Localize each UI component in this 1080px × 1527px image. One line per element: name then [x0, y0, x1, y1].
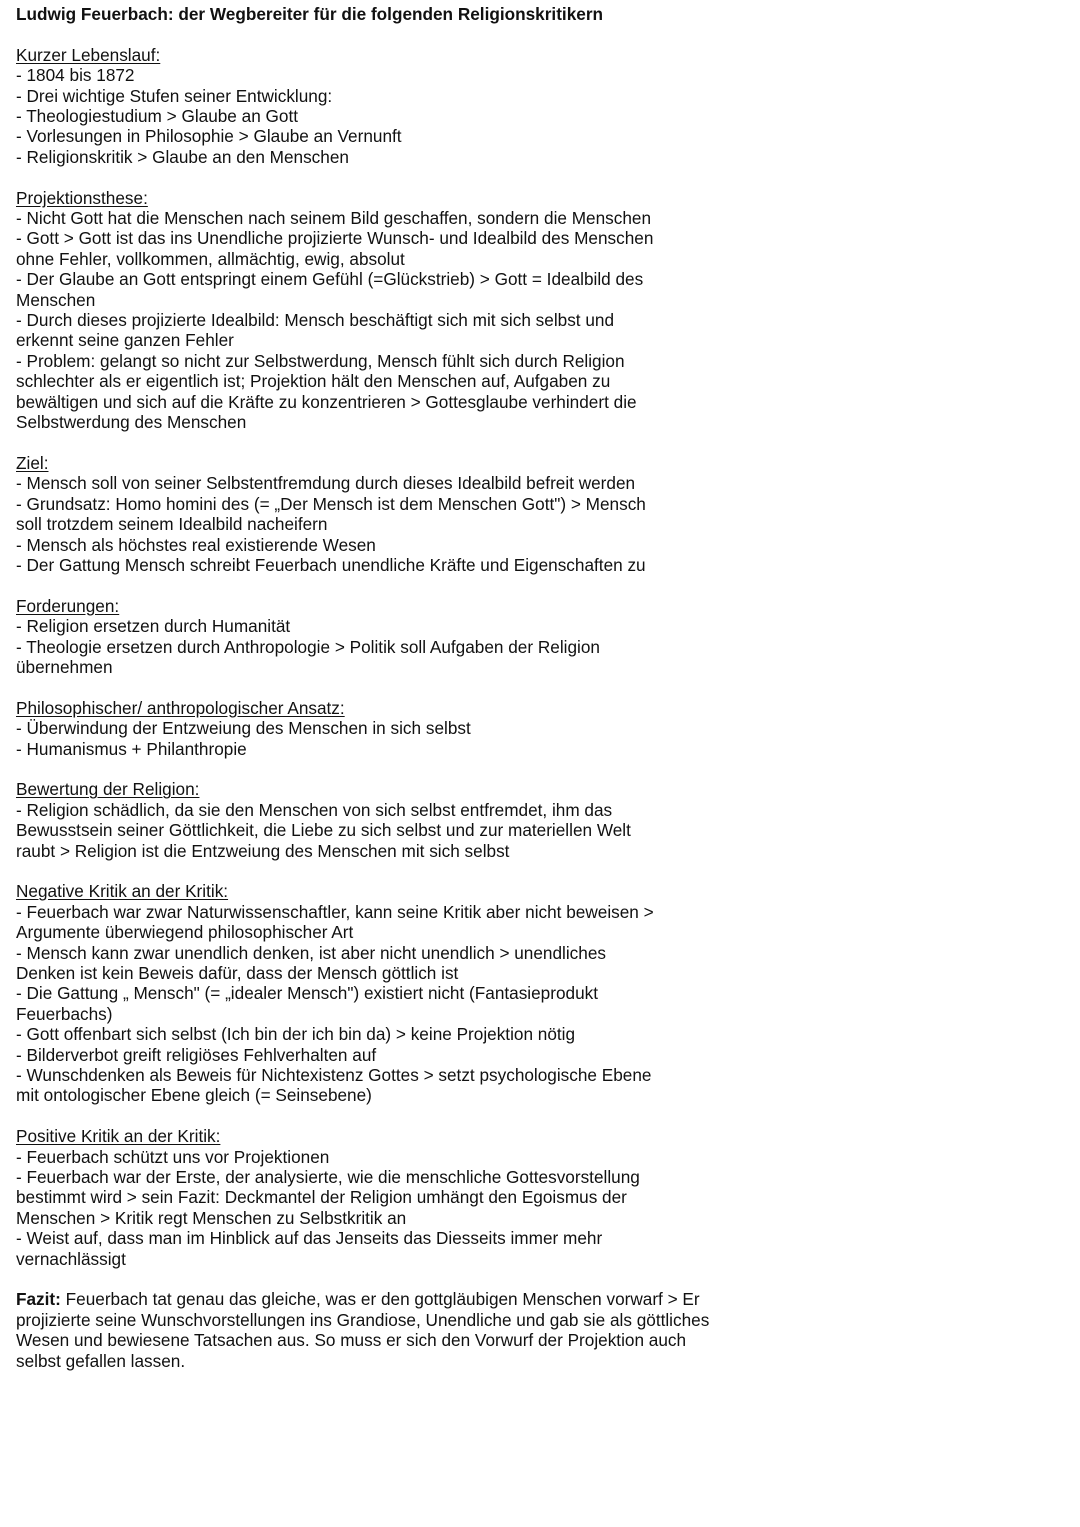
text-line: Selbstwerdung des Menschen: [16, 412, 247, 433]
text-line: übernehmen: [16, 656, 113, 677]
section-projektionsthese: [16, 188, 756, 433]
text-line: - Drei wichtige Stufen seiner Entwicklung:: [16, 85, 333, 106]
section-bewertung: [16, 779, 756, 861]
text-line: - Religionskritik > Glaube an den Menschen: [16, 146, 349, 167]
text-line: projizierte seine Wunschvorstellungen ins Grandiose, Unendliche und gab sie als göttliches: [16, 1309, 710, 1330]
section-forderungen: [16, 596, 756, 678]
section-positive-kritik: [16, 1126, 756, 1269]
text-line: bewältigen und sich auf die Kräfte zu konzentrieren > Gottesglaube verhindert die: [16, 391, 637, 412]
text-line: Argumente überwiegend philosophischer Art: [16, 922, 354, 943]
text-line: vernachlässigt: [16, 1248, 126, 1269]
section-heading: Projektionsthese:: [16, 187, 148, 208]
section-heading: Negative Kritik an der Kritik:: [16, 881, 229, 902]
fazit-text: Feuerbach tat genau das gleiche, was er den gottgläubigen Menschen vorwarf > Er: [60, 1289, 700, 1310]
text-line: - 1804 bis 1872: [16, 65, 135, 86]
text-line: - Religion ersetzen durch Humanität: [16, 616, 291, 637]
text-line: Menschen > Kritik regt Menschen zu Selbstkritik an: [16, 1207, 407, 1228]
text-line: - Nicht Gott hat die Menschen nach seinem Bild geschaffen, sondern die Menschen: [16, 208, 652, 229]
text-line: - Überwindung der Entzweiung des Menschen in sich selbst: [16, 718, 471, 739]
text-line: - Gott > Gott ist das ins Unendliche projizierte Wunsch- und Idealbild des Menschen: [16, 228, 654, 249]
text-line: - Feuerbach war zwar Naturwissenschaftler, kann seine Kritik aber nicht beweisen >: [16, 901, 654, 922]
text-line: bestimmt wird > sein Fazit: Deckmantel der Religion umhängt den Egoismus der: [16, 1187, 627, 1208]
text-line: mit ontologischer Ebene gleich (= Seinsebene): [16, 1085, 372, 1106]
text-line: - Humanismus + Philanthropie: [16, 738, 247, 759]
text-line: Menschen: [16, 289, 96, 310]
text-line: - Grundsatz: Homo homini des (= „Der Mensch ist dem Menschen Gott") > Mensch: [16, 493, 646, 514]
fazit-first-line: [16, 1289, 756, 1309]
text-line: - Mensch als höchstes real existierende Wesen: [16, 534, 376, 555]
section-heading: Forderungen:: [16, 595, 120, 616]
text-line: erkennt seine ganzen Fehler: [16, 330, 234, 351]
section-fazit: [16, 1289, 756, 1371]
text-line: - Der Gattung Mensch schreibt Feuerbach unendliche Kräfte und Eigenschaften zu: [16, 554, 646, 575]
text-line: - Vorlesungen in Philosophie > Glaube an Vernunft: [16, 126, 402, 147]
text-line: ohne Fehler, vollkommen, allmächtig, ewig, absolut: [16, 248, 405, 269]
section-heading: Positive Kritik an der Kritik:: [16, 1126, 221, 1147]
text-line: selbst gefallen lassen.: [16, 1350, 186, 1371]
document-title: Ludwig Feuerbach: der Wegbereiter für die folgenden Religionskritikern: [16, 4, 604, 24]
text-line: - Bilderverbot greift religiöses Fehlverhalten auf: [16, 1044, 377, 1065]
text-line: - Feuerbach war der Erste, der analysierte, wie die menschliche Gottesvorstellung: [16, 1167, 640, 1188]
text-line: - Theologiestudium > Glaube an Gott: [16, 106, 299, 127]
text-line: - Durch dieses projizierte Idealbild: Mensch beschäftigt sich mit sich selbst und: [16, 310, 615, 331]
section-ziel: [16, 453, 756, 575]
text-line: soll trotzdem seinem Idealbild nacheifern: [16, 514, 328, 535]
text-line: - Religion schädlich, da sie den Menschen von sich selbst entfremdet, ihm das: [16, 799, 613, 820]
text-line: Bewusstsein seiner Göttlichkeit, die Liebe zu sich selbst und zur materiellen Welt: [16, 820, 631, 841]
section-heading: Ziel:: [16, 452, 49, 473]
text-line: - Die Gattung „ Mensch" (= „idealer Mensch") existiert nicht (Fantasieprodukt: [16, 983, 599, 1004]
text-line: - Feuerbach schützt uns vor Projektionen: [16, 1146, 330, 1167]
text-line: - Theologie ersetzen durch Anthropologie > Politik soll Aufgaben der Religion: [16, 636, 600, 657]
section-negative-kritik: [16, 881, 756, 1105]
text-line: Denken ist kein Beweis dafür, dass der Mensch göttlich ist: [16, 962, 459, 983]
text-line: - Der Glaube an Gott entspringt einem Gefühl (=Glückstrieb) > Gott = Idealbild des: [16, 269, 644, 290]
text-line: - Wunschdenken als Beweis für Nichtexistenz Gottes > setzt psychologische Ebene: [16, 1065, 652, 1086]
text-line: raubt > Religion ist die Entzweiung des Menschen mit sich selbst: [16, 840, 510, 861]
section-heading: Kurzer Lebenslauf:: [16, 44, 161, 65]
text-line: - Mensch kann zwar unendlich denken, ist aber nicht unendlich > unendliches: [16, 942, 606, 963]
section-ansatz: [16, 698, 756, 759]
section-heading: Bewertung der Religion:: [16, 779, 200, 800]
fazit-label: Fazit:: [16, 1289, 61, 1310]
section-lebenslauf: [16, 45, 756, 167]
text-line: - Gott offenbart sich selbst (Ich bin der ich bin da) > keine Projektion nötig: [16, 1024, 576, 1045]
text-line: - Problem: gelangt so nicht zur Selbstwerdung, Mensch fühlt sich durch Religion: [16, 350, 625, 371]
section-heading: Philosophischer/ anthropologischer Ansatz:: [16, 697, 345, 718]
text-line: - Weist auf, dass man im Hinblick auf das Jenseits das Diesseits immer mehr: [16, 1228, 603, 1249]
text-line: Feuerbachs): [16, 1003, 113, 1024]
document-page: [16, 4, 756, 1391]
text-line: - Mensch soll von seiner Selbstentfremdung durch dieses Idealbild befreit werden: [16, 473, 636, 494]
text-line: schlechter als er eigentlich ist; Projektion hält den Menschen auf, Aufgaben zu: [16, 371, 611, 392]
text-line: Wesen und bewiesene Tatsachen aus. So muss er sich den Vorwurf der Projektion auch: [16, 1330, 687, 1351]
